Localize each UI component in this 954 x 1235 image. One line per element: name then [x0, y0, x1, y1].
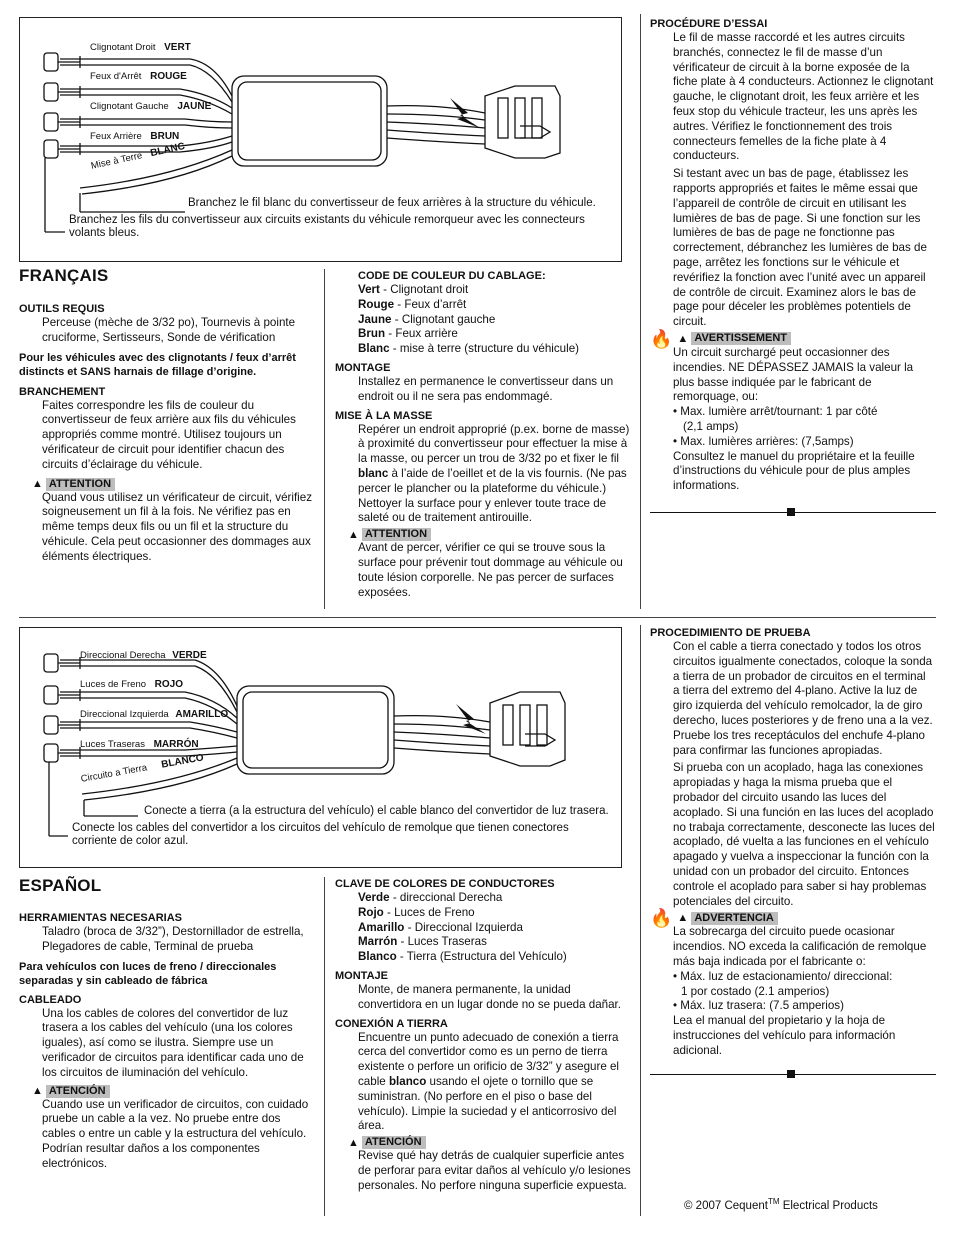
fr-ground-text: Repérer un endroit approprié (p.ex. borne de masse) à proximité du convertisseur pour effectuer la mise à la masse, ou percer un trou de 3/32 po et fixer le fil blanc à l’aide de l’oeillet et de la vis fournis. (Ne pas percer le plancher ou la plateforme du véhicule.) Nettoyer la surface pour y enlever toute trace de saleté ou de traitement antirouille.: [358, 422, 630, 525]
fr-wire1-color: VERT: [164, 42, 191, 53]
es-vehicles-note: Para vehículos con luces de freno / direccionales separadas y sin cableado de fábrica: [19, 960, 277, 987]
es-warning-bullet2: • Máx. luz trasera: (7.5 amperios): [673, 999, 844, 1013]
fr-warning-end: Consultez le manuel du propriétaire et la feuille d’instructions du véhicule pour de plus amples informations.: [673, 449, 915, 493]
es-tools-text: Taladro (broca de 3/32”), Destornillador de estrella, Plegadores de cable, Terminal de prueba: [42, 925, 304, 953]
es-wiring-diagram: [19, 627, 622, 868]
fire-icon: 🔥: [650, 908, 673, 929]
fr-warning-bullet1b: (2,1 amps): [683, 419, 739, 433]
es-diagram-note2b: corriente de color azul.: [72, 835, 189, 847]
fr-code-row: Rouge - Feux d’arrêt: [358, 297, 467, 311]
es-code-row: Blanco - Tierra (Estructura del Vehículo): [358, 950, 567, 964]
es-attention2-badge: ATENCIÓN: [362, 1136, 426, 1149]
es-wire4-label: Luces Traseras: [80, 739, 145, 750]
fr-wire2-label: Feux d'Arrêt: [90, 71, 142, 82]
warning-triangle-icon: ▲: [348, 528, 359, 541]
es-col2: [335, 877, 631, 1194]
warning-triangle-icon: ▲: [677, 332, 689, 345]
fr-diagram-note1: Branchez le fil blanc du convertisseur de feux arrières à la structure du véhicule.: [188, 197, 596, 209]
warning-triangle-icon: ▲: [677, 912, 689, 925]
fr-warning-bullet1: • Max. lumière arrêt/tournant: 1 par côté: [673, 405, 878, 419]
es-wiring-heading: CABLEADO: [19, 993, 82, 1006]
warning-triangle-icon: ▲: [32, 478, 43, 491]
fr-ground-heading: MISE À LA MASSE: [335, 409, 433, 422]
fr-tools-text: Perceuse (mèche de 3/32 po), Tournevis à pointe cruciforme, Sertisseurs, Sonde de vérification: [42, 316, 296, 344]
copyright: © 2007 Cequent™ Electrical Products: [684, 1197, 878, 1212]
es-warning-text: La sobrecarga del circuito puede ocasionar incendios. NO exceda la calificación de remolque más baja indicada por el fabricante o:: [673, 925, 927, 968]
es-ground-heading: CONEXIÓN A TIERRA: [335, 1017, 448, 1030]
fr-warning-text: Un circuit surchargé peut occasionner des incendies. NE DÉPASSEZ JAMAIS la valeur la plus basse indiquée par le fabricant de remorquage, ou:: [673, 345, 914, 404]
es-code-row: Marrón - Luces Traseras: [358, 935, 487, 949]
es-test-heading: PROCEDIMIENTO DE PRUEBA: [650, 627, 811, 639]
fr-warning-badge: AVERTISSEMENT: [691, 332, 791, 345]
fr-warning-bullet2: • Max. lumières arrières: (7,5amps): [673, 434, 854, 448]
fr-mount-text: Installez en permanence le convertisseur dans un endroit ou il ne sera pas endommagé.: [358, 374, 614, 403]
es-wire3-color: AMARILLO: [175, 709, 229, 720]
es-test-text1: Con el cable a tierra conectado y todos los otros circuitos igualmente conectados, coloque la sonda a tierra de un probador de circuitos en el terminal a tierra del extremo del 4-plano. Active la luz de giro izquierda del vehículo remolcador, la de giro derecho, luces posteriores y de freno una a la vez. Pruebe los tres receptáculos del enchufe 4-plano para confirmar las funciones apropiadas.: [673, 640, 933, 757]
es-diagram-note1: Conecte a tierra (a la estructura del vehículo) el cable blanco del convertidor de luz trasera.: [144, 805, 609, 817]
es-wire1-label: Direccional Derecha: [80, 650, 166, 661]
es-wire5-color: BLANCO: [160, 752, 205, 771]
es-diagram-note2a: Conecte los cables del convertidor a los circuitos del vehículo de remolque que tienen conectores: [72, 822, 569, 834]
es-wire1-color: VERDE: [172, 650, 207, 661]
es-warning-bullet1b: 1 por costado (2.1 amperios): [681, 984, 830, 998]
fr-wire4-label: Feux Arrière: [90, 131, 142, 142]
fr-wiring-heading: BRANCHEMENT: [19, 385, 106, 398]
fr-diagram-note2b: volants bleus.: [69, 227, 140, 239]
fr-code-row: Vert - Clignotant droit: [358, 283, 469, 296]
fr-wire5-label: Mise à Terre: [90, 150, 144, 172]
es-warning-badge: ADVERTENCIA: [691, 912, 777, 925]
fr-col2: [335, 269, 630, 600]
fr-tools-heading: OUTILS REQUIS: [19, 303, 105, 315]
es-tools-heading: HERRAMIENTAS NECESARIAS: [19, 912, 182, 924]
fr-col3: [650, 17, 935, 494]
es-code-row: Rojo - Luces de Freno: [358, 905, 475, 919]
fr-wire5-color: BLANC: [149, 141, 186, 160]
es-col1: [19, 876, 316, 1172]
fr-vehicles-note: Pour les véhicules avec des clignotants / feux d’arrêt distincts et SANS harnais de fillage d’origine.: [19, 351, 296, 378]
fr-wire4-color: BRUN: [150, 131, 180, 142]
es-test-text2: Si prueba con un acoplado, haga las conexiones apropiadas y haga la misma prueba que el probador del circuito usando las luces del acoplado. Si una función en las luces del acoplado no trabaja correctamente, desconecte las luces del acoplado, dé vuelta a las funciones en el vehículo apagado y vuelva a inspeccionar la función con la unidad con un probador del circuito. Entonces controle el acoplado para saber si hay problemas potenciales del circuito.: [673, 761, 935, 908]
es-warning-bullet1: • Máx. luz de estacionamiento/ direccional:: [673, 969, 893, 983]
es-wiring-text: Una los cables de colores del convertidor de luz trasera a los cables del vehículo (una los colores iguales), así como se ilustra. Siempre use un verificador de circuitos para identificar cada uno de los circuitos de iluminación del vehículo.: [42, 1006, 304, 1079]
fr-diagram-note2a: Branchez les fils du convertisseur aux circuits existants du véhicule remorqueur avec les connecteurs: [69, 214, 585, 226]
fr-attention2-badge: ATTENTION: [362, 528, 431, 541]
fr-attention-text: Quand vous utilisez un vérificateur de circuit, vérifiez soigneusement un fil à la fois. Ne vérifiez pas en même temps deux fils ou un fil et la structure du véhicule. Cela peut occasionner des dommages aux éléments électriques.: [42, 490, 312, 563]
fr-wiring-text: Faites correspondre les fils de couleur du convertisseur de feux arrière aux fils du véhicules appropriés comme montré. Utilisez toujours un vérificateur de circuit pour identifier chacun des circuits d’éclairage du véhicule.: [42, 398, 296, 471]
fr-code-list: [335, 283, 630, 357]
fr-attention-badge: ATTENTION: [46, 478, 115, 491]
fr-col1: [19, 266, 315, 565]
es-code-heading: CLAVE DE COLORES DE CONDUCTORES: [335, 878, 555, 890]
fr-wire3-color: JAUNE: [177, 101, 212, 112]
es-heading: ESPAÑOL: [19, 876, 102, 895]
fr-code-heading: CODE DE COULEUR DU CABLAGE:: [358, 270, 546, 282]
es-code-row: Verde - direccional Derecha: [358, 891, 503, 904]
fr-mount-heading: MONTAGE: [335, 361, 391, 374]
es-warning-end: Lea el manual del propietario y la hoja de instrucciones del vehículo para información adicional.: [673, 1014, 896, 1057]
es-wire2-color: ROJO: [154, 679, 183, 690]
warning-triangle-icon: ▲: [348, 1136, 359, 1149]
fr-code-row: Blanc - mise à terre (structure du véhicule): [358, 342, 580, 356]
es-attention2-text: Revise qué hay detrás de cualquier superficie antes de perforar para evitar daños al vehículo y/o lesiones personales. No perfore ninguna superficie expuesta.: [358, 1149, 631, 1192]
es-wire3-label: Direccional Izquierda: [80, 709, 169, 720]
es-attention-badge: ATENCIÓN: [46, 1085, 110, 1098]
fr-test-text1: Le fil de masse raccordé et les autres circuits branchés, connectez le fil de masse d’un vérificateur de circuit à la borne exposée de la fiche plate à 4 conducteurs. Actionnez le clignotant gauche, le clignotant droit, les feux arrière et les feux stop du véhicule tracteur, les uns après les autres. Vérifiez le fonctionnement des trois connecteurs femelles de la fiche plate à 4 conducteurs.: [673, 31, 934, 163]
es-code-list: [335, 891, 631, 965]
fire-icon: 🔥: [650, 328, 673, 349]
fr-test-text2: Si testant avec un bas de page, établissez les rapports appropriés et faites le même essai que l’appareil de contrôle de circuit en utilisant les lumières de bas de page. Si une fonction sur les lumières de bas de page ne fonctionne pas correctement, débranchez les lumières de bas de page, arrêtez les fonctions sur le véhicule et revérifiez la fonction avec l’unité avec un appareil de contrôle de circuit. Examinez alors le bas de page pour déceler les problèmes potentiels de circuit.: [673, 167, 927, 329]
fr-code-row: Jaune - Clignotant gauche: [358, 312, 496, 326]
es-col3: [650, 626, 935, 1059]
es-attention-text: Cuando use un verificador de circuitos, con cuidado pruebe un cable a la vez. No pruebe entre dos cables o entre un cable y la estructura del vehículo. Podrían resultar daños a los componentes electrónicos.: [42, 1097, 309, 1170]
es-mount-text: Monte, de manera permanente, la unidad convertidora en un lugar donde no se pueda dañar.: [358, 982, 621, 1011]
fr-wiring-diagram: [19, 17, 622, 262]
fr-wire3-label: Clignotant Gauche: [90, 101, 169, 112]
fr-code-row: Brun - Feux arrière: [358, 327, 458, 341]
es-mount-heading: MONTAJE: [335, 969, 388, 982]
warning-triangle-icon: ▲: [32, 1085, 43, 1098]
es-wire2-label: Luces de Freno: [80, 679, 147, 690]
fr-wire1-label: Clignotant Droit: [90, 42, 156, 53]
fr-wire2-color: ROUGE: [150, 71, 187, 82]
es-wire5-label: Circuito a Tierra: [80, 762, 148, 785]
fr-attention2-text: Avant de percer, vérifier ce qui se trouve sous la surface pour prévenir tout dommage au véhicule ou toute lésion corporelle. Ne pas percer de surfaces exposées.: [358, 541, 623, 599]
es-code-row: Amarillo - Direccional Izquierda: [358, 920, 523, 934]
es-wire4-color: MARRÓN: [153, 739, 199, 750]
es-ground-text: Encuentre un punto adecuado de conexión a tierra cerca del convertidor como es un perno de tierra existente o perfore un orificio de 3/32” y asegure el cable blanco usando el ojete o tornillo que se suministran. (No perfore en el piso o base del vehículo). Limpie la suciedad y el anticorrosivo del área.: [358, 1030, 620, 1133]
fr-test-heading: PROCÉDURE D’ESSAI: [650, 18, 768, 30]
fr-heading: FRANÇAIS: [19, 266, 109, 285]
